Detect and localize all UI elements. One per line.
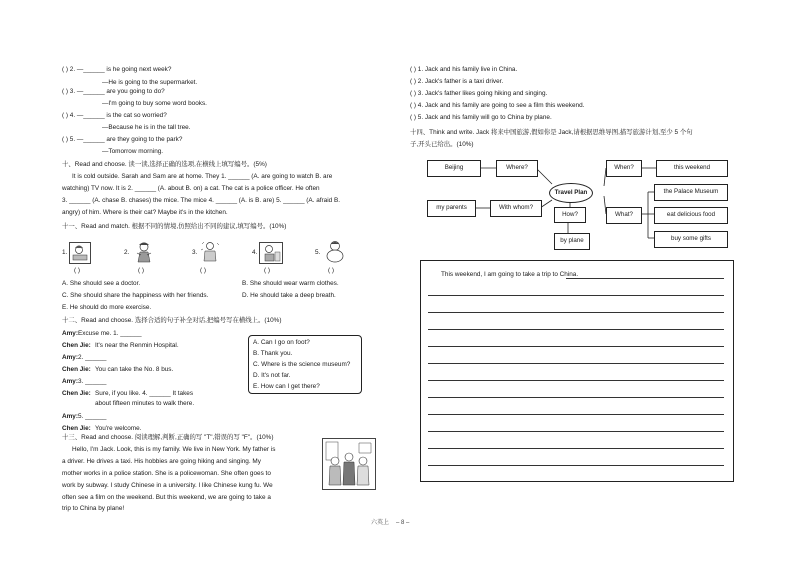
mindmap-node-where: Where? <box>496 160 538 177</box>
picture-number: 3. <box>192 249 198 256</box>
match-option: B. She should wear warm clothes. <box>242 280 339 287</box>
picture-number: 1. <box>62 249 68 256</box>
answer-5: —Tomorrow morning. <box>102 148 164 155</box>
writing-line <box>428 397 724 398</box>
reading-line: mother works in a police station. She is a policewoman. She often goes to <box>62 470 271 477</box>
speaker-amy: Amy: <box>62 354 78 361</box>
writing-line <box>428 363 724 364</box>
footer-label: 六英上 <box>371 520 390 526</box>
section-10-title: 十、Read and choose. 读一读,选择正确的选项,在横线上填写编号。(5%) <box>62 161 267 168</box>
dialogue-line: about fifteen minutes to walk there. <box>95 400 195 407</box>
answer-3: —I'm going to buy some word books. <box>102 100 207 107</box>
answer-2: —He is going to the supermarket. <box>102 79 198 86</box>
writing-line <box>428 312 724 313</box>
writing-line <box>428 414 724 415</box>
choice-option: C. Where is the science museum? <box>253 361 351 368</box>
answer-4: —Because he is in the tall tree. <box>102 124 191 131</box>
writing-line <box>428 448 724 449</box>
choice-option: E. How can I get there? <box>253 383 320 390</box>
mindmap-node-eat-food: eat delicious food <box>654 207 728 224</box>
mindmap-node-palace-museum: the Palace Museum <box>654 184 728 201</box>
dialogue-line: You can take the No. 8 bus. <box>95 366 174 373</box>
dialogue-line: Excuse me. 1. ______ <box>78 330 142 337</box>
question-5: ( ) 5. —______ are they going to the park? <box>62 136 183 143</box>
section-14-title-cont: 子,开头已给出。(10%) <box>410 141 474 148</box>
section-14-title: 十四、Think and write. Jack 将来中国旅游,假如你是 Jack,请根据思维导图,描写旅游计划,至少 5 个句 <box>410 129 693 136</box>
reading-line: a driver. He drives a taxi. His hobbies are going hiking and singing. My <box>62 458 261 465</box>
speaker-chen-jie: Chen Jie: <box>62 390 91 397</box>
mindmap-node-with-whom: With whom? <box>490 200 542 217</box>
reading-line: trip to China by plane! <box>62 505 125 512</box>
speaker-amy: Amy: <box>62 413 78 420</box>
tf-item: ( ) 1. Jack and his family live in China. <box>410 66 518 73</box>
speaker-chen-jie: Chen Jie: <box>62 366 91 373</box>
answer-bracket[interactable]: ( ) <box>200 267 207 274</box>
mindmap-node-beijing: Beijing <box>427 160 481 177</box>
writing-line <box>566 278 724 279</box>
reading-line: work by subway. I study Chinese in a university. I like Chinese kung fu. We <box>62 482 273 489</box>
mindmap-center: Travel Plan <box>549 183 593 203</box>
writing-line <box>428 380 724 381</box>
choice-option: A. Can I go on foot? <box>253 339 310 346</box>
match-option: E. He should do more exercise. <box>62 304 152 311</box>
picture-number: 4. <box>252 249 258 256</box>
picture-number: 2. <box>124 249 130 256</box>
dialogue-line: 3. ______ <box>78 378 107 385</box>
writing-start-sentence: This weekend, I am going to take a trip to China. <box>441 271 579 278</box>
question-2: ( ) 2. —______ is he going next week? <box>62 66 172 73</box>
question-4: ( ) 4. —______ is the cat so worried? <box>62 112 167 119</box>
answer-bracket[interactable]: ( ) <box>74 267 81 274</box>
section-11-title: 十一、Read and match. 根据不同的情境,仿照给出不同的建议,填写编号。(10%) <box>62 223 287 230</box>
dialogue-line: It's near the Renmin Hospital. <box>95 342 179 349</box>
mindmap-node-how: How? <box>554 207 586 223</box>
speaker-chen-jie: Chen Jie: <box>62 342 91 349</box>
match-option: D. He should take a deep breath. <box>242 292 336 299</box>
writing-line <box>428 295 724 296</box>
cloze-line: angry) of him. Where is their cat? Maybe it's in the kitchen. <box>62 209 228 216</box>
mindmap-node-what: What? <box>606 207 642 224</box>
section-12-title: 十二、Read and choose. 选择合适的句子补全对话,把编号写在横线上。(10%) <box>62 317 282 324</box>
mindmap-node-when: When? <box>606 160 642 177</box>
match-option: A. She should see a doctor. <box>62 280 141 287</box>
writing-line <box>428 346 724 347</box>
cloze-line: It is cold outside. Sarah and Sam are at home. They 1. ______ (A. are going to watch B. are <box>72 173 333 180</box>
reading-line: often see a film on the weekend. But this weekend, we are going to take a <box>62 494 271 501</box>
section-13-title: 十三、Read and choose. 阅读理解,判断,正确的写 "T",错误的写 "F"。(10%) <box>62 434 274 441</box>
picture-number: 5. <box>315 249 321 256</box>
mindmap-node-this-weekend: this weekend <box>656 160 728 177</box>
speaker-amy: Amy: <box>62 378 78 385</box>
choice-option: D. It's not far. <box>253 372 291 379</box>
cloze-line: 3. ______ (A. chase B. chases) the mice. The mice 4. ______ (A. is B. are) 5. ______ (A. afraid B. <box>62 197 341 204</box>
tf-item: ( ) 5. Jack and his family will go to China by plane. <box>410 114 552 121</box>
tf-item: ( ) 2. Jack's father is a taxi driver. <box>410 78 504 85</box>
answer-bracket[interactable]: ( ) <box>138 267 145 274</box>
answer-bracket[interactable]: ( ) <box>264 267 271 274</box>
writing-line <box>428 329 724 330</box>
dialogue-line: 2. ______ <box>78 354 107 361</box>
answer-bracket[interactable]: ( ) <box>328 267 335 274</box>
speaker-amy: Amy: <box>62 330 78 337</box>
writing-line <box>428 431 724 432</box>
tf-item: ( ) 3. Jack's father likes going hiking and singing. <box>410 90 548 97</box>
mindmap-node-my-parents: my parents <box>427 200 476 217</box>
writing-line <box>428 465 724 466</box>
dialogue-line: You're welcome. <box>95 425 142 432</box>
dialogue-line: Sure, if you like. 4. ______ It takes <box>95 390 194 397</box>
mindmap-node-by-plane: by plane <box>554 233 590 250</box>
choice-option: B. Thank you. <box>253 350 293 357</box>
dialogue-line: 5. ______ <box>78 413 107 420</box>
cloze-line: watching) TV now. It is 2. ______ (A. about B. on) a cat. The cat is a police officer. He often <box>62 185 320 192</box>
match-option: C. She should share the happiness with her friends. <box>62 292 209 299</box>
page-number: – 8 – <box>396 520 410 526</box>
question-3: ( ) 3. —______ are you going to do? <box>62 88 165 95</box>
mindmap-node-buy-gifts: buy some gifts <box>654 231 728 248</box>
tf-item: ( ) 4. Jack and his family are going to see a film this weekend. <box>410 102 585 109</box>
speaker-chen-jie: Chen Jie: <box>62 425 91 432</box>
reading-line: Hello, I'm Jack. Look, this is my family. We live in New York. My father is <box>72 446 276 453</box>
